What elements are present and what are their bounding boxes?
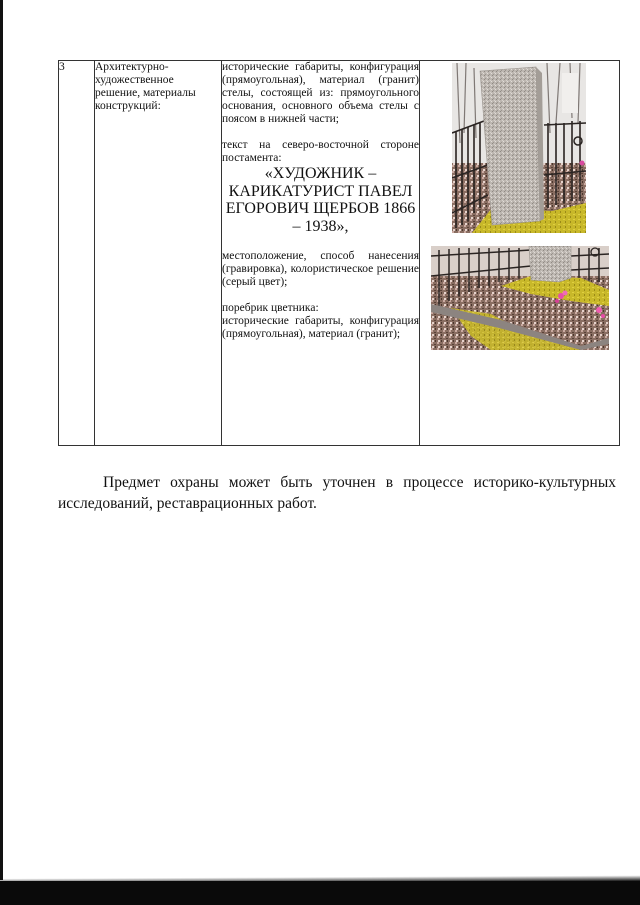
stele-description: исторические габариты, конфигурация (прямоугольная), материал (гранит) стелы, состоящей из: прямоугольного основания, основного объема стелы с поясом в нижней части; xyxy=(222,61,419,125)
protection-note-line-1: Предмет охраны может быть уточнен в процессе историко-культурных xyxy=(103,474,616,491)
row-title: Архитектурно-художественное решение, материалы конструкций: xyxy=(95,61,222,446)
row-photos xyxy=(420,61,620,446)
table-row xyxy=(59,61,620,446)
inscription-text: «ХУДОЖНИК – КАРИКАТУРИСТ ПАВЕЛ ЕГОРОВИЧ ЩЕРБОВ 1866 – 1938», xyxy=(225,165,416,235)
protection-subject-table xyxy=(58,60,620,446)
stele-photo-image xyxy=(452,63,586,233)
flowerbed-photo xyxy=(431,246,609,350)
curb-title: поребрик цветника: xyxy=(222,302,319,314)
flowerbed-photo-image xyxy=(431,246,609,350)
stele-photo xyxy=(452,63,586,233)
row-description xyxy=(222,61,420,446)
scan-left-edge xyxy=(0,0,3,880)
row-number: 3 xyxy=(59,61,95,446)
protection-note-line-2: исследований, реставрационных работ. xyxy=(58,495,317,512)
inscription-details: местоположение, способ нанесения (гравировка), колористическое решение (серый цвет); xyxy=(222,250,419,288)
scan-bottom-band xyxy=(0,881,640,905)
inscription-intro: текст на северо-восточной стороне постамента: xyxy=(222,139,419,164)
protection-note-paragraph xyxy=(58,472,616,514)
curb-description: исторические габариты, конфигурация (прямоугольная), материал (гранит); xyxy=(222,315,419,340)
